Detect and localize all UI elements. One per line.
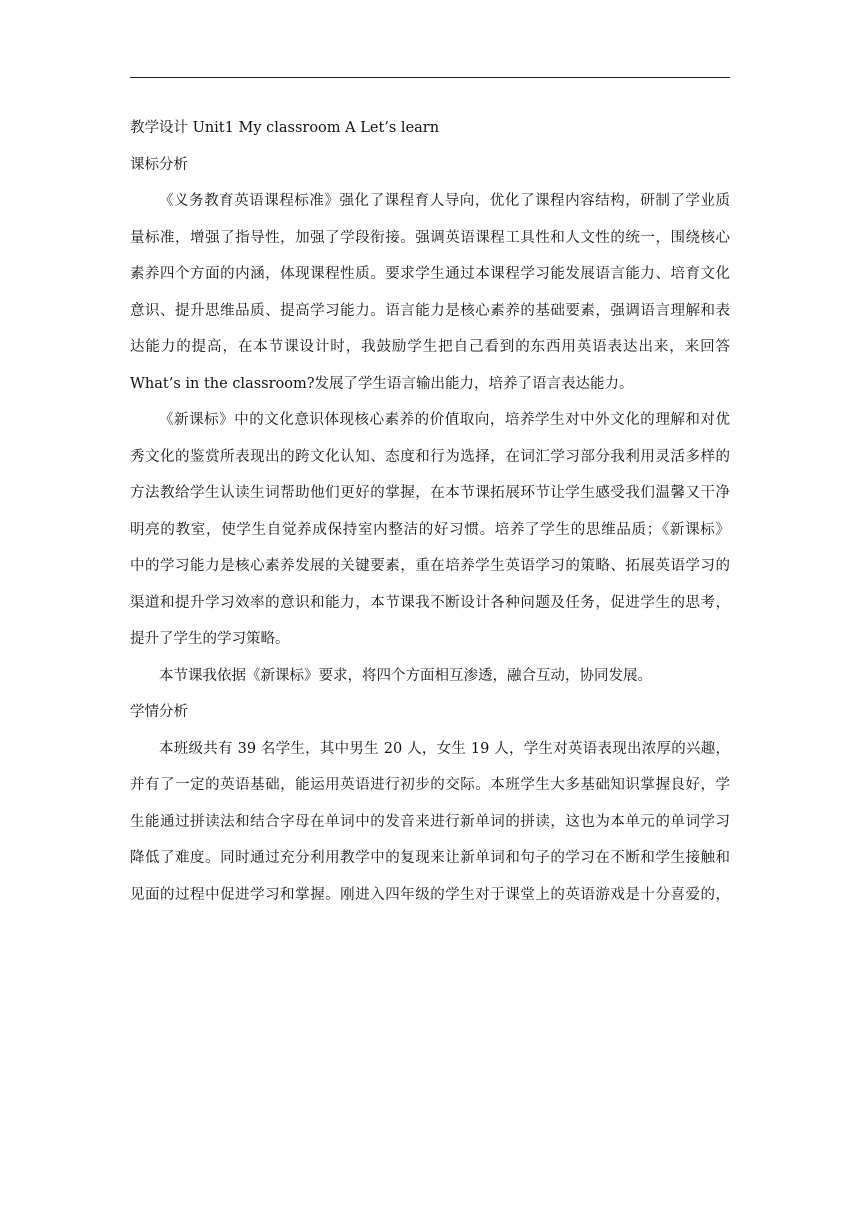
paragraph-line: 量标准，增强了指导性，加强了学段衔接。强调英语课程工具性和人文性的统一，围绕核心: [130, 229, 730, 246]
paragraph-line: 素养四个方面的内涵，体现课程性质。要求学生通过本课程学习能发展语言能力、培育文化: [130, 266, 730, 282]
paragraph-line: 降低了难度。同时通过充分利用教学中的复现来让新单词和句子的学习在不断和学生接触和: [130, 850, 730, 866]
paragraph-line: 达能力的提高，在本节课设计时，我鼓励学生把自己看到的东西用英语表达出来，来回答: [130, 339, 730, 355]
paragraph: [130, 183, 730, 402]
paragraph-line: 见面的过程中促进学习和掌握。刚进入四年级的学生对于课堂上的英语游戏是十分喜爱的，: [130, 886, 730, 903]
section-heading: 课标分析: [130, 156, 188, 173]
paragraph-line: 《义务教育英语课程标准》强化了课程育人导向，优化了课程内容结构，研制了学业质: [159, 193, 730, 209]
document-body: [130, 110, 730, 913]
paragraph-line: 意识、提升思维品质、提高学习能力。语言能力是核心素养的基础要素，强调语言理解和表: [130, 302, 730, 319]
paragraph-line: 渠道和提升学习效率的意识和能力，本节课我不断设计各种问题及任务，促进学生的思考，: [130, 594, 730, 611]
header-rule: [130, 77, 730, 78]
paragraph-line: 本班级共有 39 名学生，其中男生 20 人，女生 19 人，学生对英语表现出浓厚的兴趣，: [159, 740, 730, 757]
paragraph-line: 明亮的教室，使学生自觉养成保持室内整洁的好习惯。培养了学生的思维品质；《新课标》: [130, 521, 730, 538]
paragraph-line: 中的学习能力是核心素养发展的关键要素，重在培养学生英语学习的策略、拓展英语学习的: [130, 558, 730, 574]
paragraph-line: 方法教给学生认读生词帮助他们更好的掌握，在本节课拓展环节让学生感受我们温馨又干净: [130, 485, 730, 501]
paragraph-line: What’s in the classroom?发展了学生语言输出能力，培养了语言表达能力。: [130, 375, 634, 392]
paragraph-line: 提升了学生的学习策略。: [130, 631, 290, 647]
paragraph: [130, 658, 730, 695]
paragraph-line: 《新课标》中的文化意识体现核心素养的价值取向，培养学生对中外文化的理解和对优: [159, 412, 730, 428]
paragraph: [130, 402, 730, 658]
paragraph-line: 并有了一定的英语基础，能运用英语进行初步的交际。本班学生大多基础知识掌握良好，学: [130, 777, 730, 793]
document-title: 教学设计 Unit1 My classroom A Let’s learn: [130, 120, 440, 136]
section-heading: 学情分析: [130, 704, 188, 720]
paragraph-line: 生能通过拼读法和结合字母在单词中的发音来进行新单词的拼读，这也为本单元的单词学习: [130, 813, 730, 830]
paragraph: [130, 731, 730, 914]
paragraph-line: 秀文化的鉴赏所表现出的跨文化认知、态度和行为选择，在词汇学习部分我利用灵活多样的: [130, 448, 730, 465]
paragraph-line: 本节课我依据《新课标》要求，将四个方面相互渗透，融合互动，协同发展。: [159, 667, 652, 684]
